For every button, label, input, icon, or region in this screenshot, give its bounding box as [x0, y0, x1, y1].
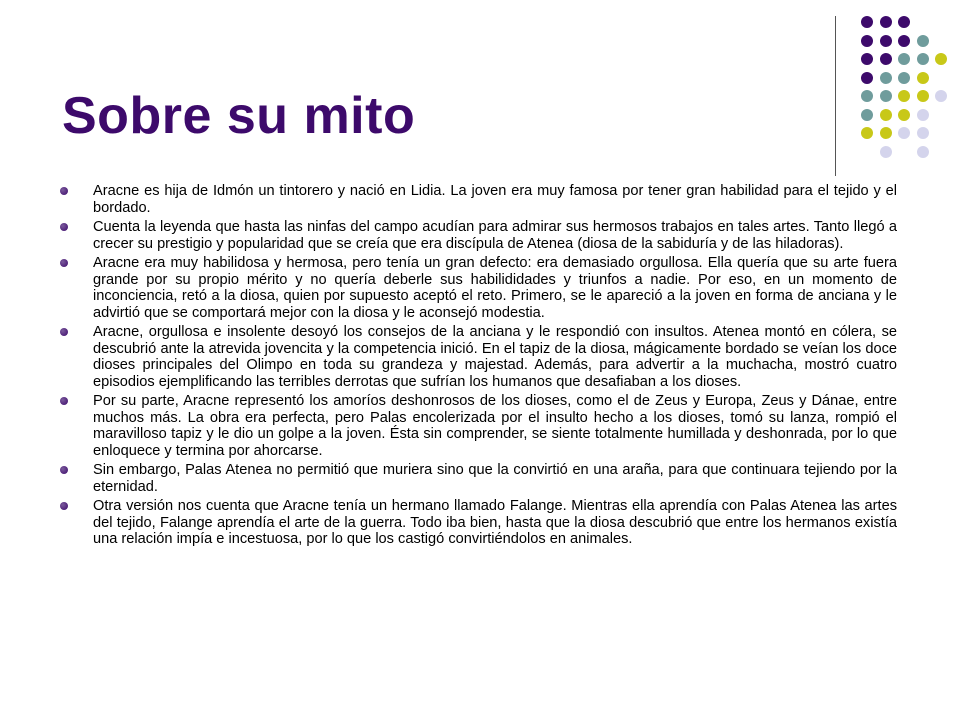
decorative-divider-line — [835, 16, 836, 176]
decorative-dot — [917, 127, 929, 139]
bullet-item — [55, 393, 897, 459]
decorative-dot — [917, 109, 929, 121]
bullet-icon — [60, 502, 68, 510]
decorative-dot — [861, 109, 873, 121]
decorative-dot — [861, 16, 873, 28]
decorative-dot — [898, 109, 910, 121]
decorative-dot — [917, 35, 929, 47]
decorative-dot — [880, 127, 892, 139]
decorative-dot — [898, 127, 910, 139]
decorative-dot — [880, 53, 892, 65]
bullet-icon — [60, 466, 68, 474]
decorative-dot — [861, 72, 873, 84]
bullet-list — [55, 183, 897, 551]
decorative-dot — [880, 109, 892, 121]
decorative-dot — [935, 90, 947, 102]
decorative-dot — [861, 127, 873, 139]
decorative-dot — [880, 146, 892, 158]
bullet-item — [55, 183, 897, 216]
bullet-text: Aracne era muy habilidosa y hermosa, pero tenía un gran defecto: era demasiado orgullosa. Ella quería que su arte fuera grande por su propio mérito y no quería deberle sus habilididades y triunfos a nadie. Por eso, en un momento de inconciencia, retó a la diosa, quien por supuesto aceptó el reto. Primero, se le apareció a la joven en forma de anciana y le advirtió que se comportará mejor con la diosa y le aconsejó modestia. — [93, 255, 897, 321]
decorative-dot — [861, 53, 873, 65]
bullet-icon — [60, 187, 68, 195]
decorative-dot — [917, 146, 929, 158]
decorative-dot — [917, 53, 929, 65]
decorative-dot — [861, 35, 873, 47]
decorative-dot — [935, 53, 947, 65]
bullet-text: Aracne es hija de Idmón un tintorero y nació en Lidia. La joven era muy famosa por tener gran habilidad para el tejido y el bordado. — [93, 183, 897, 216]
decorative-dot — [880, 16, 892, 28]
decorative-dot — [917, 72, 929, 84]
bullet-item — [55, 255, 897, 321]
decorative-dot — [880, 72, 892, 84]
decorative-dot — [898, 90, 910, 102]
decorative-dot — [898, 16, 910, 28]
bullet-icon — [60, 328, 68, 336]
bullet-text: Por su parte, Aracne representó los amoríos deshonrosos de los dioses, como el de Zeus y Europa, Zeus y Dánae, entre muchos más. La obra era perfecta, pero Palas encolerizada por el insulto hecho a los dioses, tomó su lanza, rompió el maravilloso tapiz y le dio un golpe a la joven. Ésta sin comprender, se siente totalmente humillada y deshonrada, por lo que enloquece y termina por ahorcarse. — [93, 393, 897, 459]
bullet-item — [55, 219, 897, 252]
bullet-text: Cuenta la leyenda que hasta las ninfas del campo acudían para admirar sus hermosos trabajos en tales artes. Tanto llegó a crecer su prestigio y popularidad que se creía que era discípula de Atenea (diosa de la sabiduría y de las hiladoras). — [93, 219, 897, 252]
slide-title: Sobre su mito — [62, 87, 416, 145]
bullet-text: Sin embargo, Palas Atenea no permitió que muriera sino que la convirtió en una araña, para que continuara tejiendo por la eternidad. — [93, 462, 897, 495]
bullet-icon — [60, 397, 68, 405]
bullet-item — [55, 498, 897, 548]
bullet-text: Otra versión nos cuenta que Aracne tenía un hermano llamado Falange. Mientras ella aprendía con Palas Atenea las artes del tejido, Falange aprendía el arte de la guerra. Todo iba bien, hasta que la diosa descubrió que entre los hermanos existía una relación impía e incestuosa, por lo que los castigó convirtiéndolos en animales. — [93, 498, 897, 547]
decorative-dot — [880, 90, 892, 102]
bullet-icon — [60, 259, 68, 267]
decorative-dot — [880, 35, 892, 47]
decorative-dot — [917, 90, 929, 102]
decorative-dot — [898, 72, 910, 84]
decorative-dot — [898, 35, 910, 47]
decorative-dot — [861, 90, 873, 102]
bullet-text: Aracne, orgullosa e insolente desoyó los consejos de la anciana y le respondió con insultos. Atenea montó en cólera, se descubrió ante la atrevida jovencita y la competencia inició. En el tapiz de la diosa, mágicamente bordado se veían los doce dioses principales del Olimpo en toda su grandeza y majestad. Además, para advertir a la muchacha, mostró cuatro episodios ejemplificando las terribles derrotas que sufrían los humanos que desafiaban a los dioses. — [93, 324, 897, 390]
bullet-icon — [60, 223, 68, 231]
decorative-dot — [898, 53, 910, 65]
bullet-item — [55, 462, 897, 495]
bullet-item — [55, 324, 897, 390]
